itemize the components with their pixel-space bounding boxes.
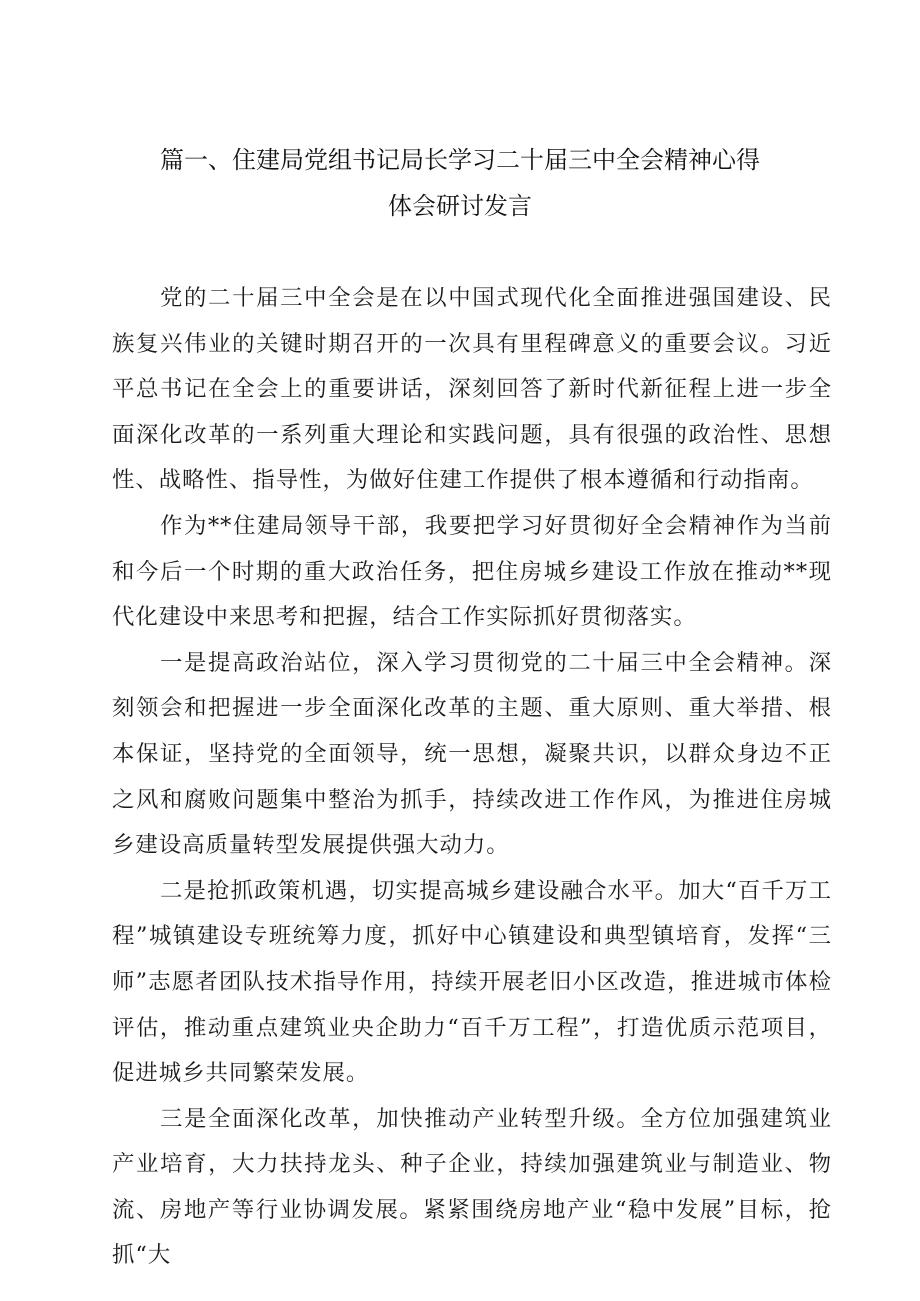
paragraph-intro: 党的二十届三中全会是在以中国式现代化全面推进强国建设、民族复兴伟业的关键时期召开的一次具有里程碑意义的重要会议。习近平总书记在全会上的重要讲话，深刻回答了新时代新征程上进一步全面深化改革的一系列重大理论和实践问题，具有很强的政治性、思想性、战略性、指导性，为做好住建工作提供了根本遵循和行动指南。 — [112, 285, 832, 494]
paragraph-commitment: 作为**住建局领导干部，我要把学习好贯彻好全会精神作为当前和今后一个时期的重大政治任务，把住房城乡建设工作放在推动**现代化建设中来思考和把握，结合工作实际抓好贯彻落实。 — [112, 512, 832, 631]
paragraph-point-two: 二是抢抓政策机遇，切实提高城乡建设融合水平。加大“百千万工程”城镇建设专班统筹力度，抓好中心镇建设和典型镇培育，发挥“三师”志愿者团队技术指导作用，持续开展老旧小区改造，推进城市体检评估，推动重点建筑业央企助力“百千万工程”，打造优质示范项目，促进城乡共同繁荣发展。 — [112, 877, 832, 1087]
document-body — [112, 276, 832, 1279]
document-title-line-2: 体会研讨发言 — [388, 192, 532, 220]
paragraph-point-three: 三是全面深化改革，加快推动产业转型升级。全方位加强建筑业产业培育，大力扶持龙头、种子企业，持续加强建筑业与制造业、物流、房地产等行业协调发展。紧紧围绕房地产业“稳中发展”目标，抢抓“大 — [112, 1105, 832, 1269]
paragraph-point-one: 一是提高政治站位，深入学习贯彻党的二十届三中全会精神。深刻领会和把握进一步全面深化改革的主题、重大原则、重大举措、根本保证，坚持党的全面领导，统一思想，凝聚共识，以群众身边不正之风和腐败问题集中整治为抓手，持续改进工作作风，为推进住房城乡建设高质量转型发展提供强大动力。 — [112, 649, 832, 859]
document-title-line-1: 篇一、住建局党组书记局长学习二十届三中全会精神心得 — [160, 146, 760, 174]
